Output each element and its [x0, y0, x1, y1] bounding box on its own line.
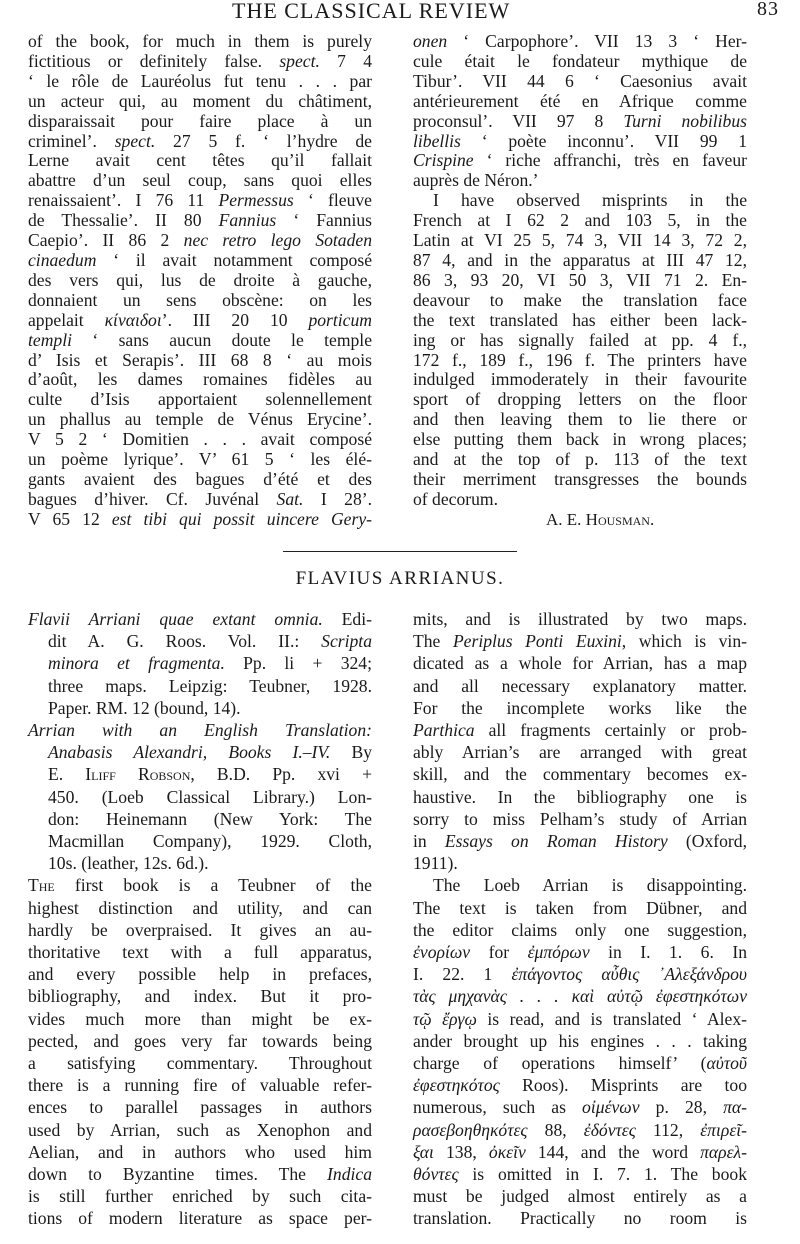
text-segment: renaissaient’. I 76 11: [28, 190, 219, 211]
text-segment: 144, and the word: [525, 1141, 701, 1162]
text-segment: appelait: [28, 309, 105, 330]
text-line: [28, 271, 372, 291]
text-line: [28, 897, 372, 919]
text-segment: auprès de Néron.’: [413, 170, 539, 191]
text-line: [413, 763, 747, 785]
italic-text: minora et fragmenta.: [48, 653, 225, 674]
text-line: [413, 151, 747, 171]
text-line: [28, 430, 372, 450]
text-line: [28, 985, 372, 1007]
text-line: [28, 450, 372, 470]
text-line: [413, 697, 747, 719]
text-segment: fictitious or definitely false.: [28, 50, 280, 71]
text-line: [413, 808, 747, 830]
text-line: [413, 1119, 747, 1141]
italic-text: onen: [413, 31, 448, 51]
text-line: [28, 1008, 372, 1030]
text-segment: else putting them back in wrong places;: [413, 429, 747, 450]
text-segment: Aelian, and in authors who used him: [28, 1141, 372, 1162]
text-line: [28, 490, 372, 510]
italic-text: ἐφεστηκότος: [413, 1075, 500, 1096]
italic-text: ἐπιρεῖ-: [700, 1119, 747, 1140]
italic-text: spect.: [279, 50, 320, 71]
text-segment: translation. Practically no room is: [413, 1208, 747, 1229]
text-segment: Lerne avait cent têtes qu’il fallait: [28, 150, 372, 171]
text-line: [28, 941, 372, 963]
text-segment: ander brought up his engines . . . taking: [413, 1030, 747, 1051]
text-line: [413, 430, 747, 450]
text-line: [413, 271, 747, 291]
text-segment: 10s. (leather, 12s. 6d.).: [48, 853, 209, 874]
text-segment: ‘ fleuve: [293, 190, 372, 211]
italic-text: οἰμένων: [582, 1097, 640, 1118]
text-line: [413, 311, 747, 331]
review-right-column: [413, 608, 747, 1230]
text-segment: ’. III 20 10: [161, 309, 309, 330]
text-line: [28, 963, 372, 985]
text-line: [28, 370, 372, 390]
text-segment: is read, and is translated ‘ Alex-: [476, 1008, 748, 1029]
text-segment: culte d’Isis apportaient solennellement: [28, 389, 372, 410]
text-segment: The Loeb Arrian is disappointing.: [433, 875, 747, 896]
text-line: [28, 1207, 372, 1229]
text-segment: 450. (Loeb Classical Library.) Lon-: [48, 786, 372, 807]
text-segment: Paper. RM. 12 (bound, 14).: [48, 697, 241, 718]
text-line: [28, 608, 372, 630]
text-line: [413, 852, 747, 874]
text-segment: all fragments certainly or prob-: [474, 720, 747, 741]
text-segment: antérieurement été en Afrique comme: [413, 90, 747, 111]
review-continuation-left-column: [28, 32, 372, 530]
text-segment: un poème lyrique’. V’ 61 5 ‘ les élé-: [28, 449, 372, 470]
text-segment: I have observed misprints in the: [433, 190, 747, 211]
text-segment: un phallus au temple de Vénus Erycine’.: [28, 409, 372, 430]
italic-text: Essays on Roman History: [444, 831, 668, 852]
text-segment: the text translated has either been lack-: [413, 309, 747, 330]
italic-text: Crispine: [413, 150, 474, 171]
text-segment: ably Arrian’s are arranged with great: [413, 742, 747, 763]
text-line: [413, 32, 747, 52]
text-segment: Roos). Misprints are too: [499, 1075, 747, 1096]
text-segment: 7 4: [319, 50, 372, 71]
text-line: [28, 1052, 372, 1074]
text-line: [413, 171, 747, 191]
text-line: [413, 786, 747, 808]
italic-text: ἐπάγοντος αὖθις ᾿Αλεξάνδρου: [511, 964, 747, 985]
review-left-column: [28, 608, 372, 1230]
text-segment: and then leaving them to lie there or: [413, 409, 747, 430]
text-segment: 27 5 f. ‘ l’hydre de: [155, 130, 372, 151]
text-line: [413, 1030, 747, 1052]
text-line: [413, 652, 747, 674]
text-segment: ‘ poète inconnu’. VII 99 1: [460, 130, 747, 151]
text-segment: skill, and the commentary becomes ex-: [413, 764, 747, 785]
text-segment: Caepio’. II 86 2: [28, 230, 184, 251]
text-line: [413, 1207, 747, 1229]
text-segment: their merriment transgresses the bounds: [413, 468, 747, 489]
text-line: [413, 450, 747, 470]
italic-text: est tibi qui possit uincere Gery-: [111, 508, 372, 529]
text-segment: in: [413, 831, 445, 852]
text-line: [28, 852, 372, 874]
text-segment: bibliography, and index. But it pro-: [28, 986, 372, 1007]
text-line: [28, 652, 372, 674]
text-segment: down to Byzantine times. The: [28, 1164, 328, 1185]
text-segment: 138,: [433, 1141, 489, 1162]
text-segment: By: [330, 742, 372, 763]
text-segment: is still further enriched by such cita-: [28, 1186, 372, 1207]
italic-text: nec retro lego Sotaden: [183, 230, 373, 251]
text-line: [28, 719, 372, 741]
text-line: [413, 1141, 747, 1163]
italic-text: Indica: [327, 1164, 372, 1185]
text-segment: pected, and goes very far towards being: [28, 1030, 372, 1051]
italic-text: Anabasis Alexandri, Books I.–IV.: [48, 742, 331, 763]
text-segment: charge of operations himself’ (: [413, 1053, 707, 1074]
text-segment: For the incomplete works like the: [413, 697, 747, 718]
text-segment: cule était le fondateur mythique de: [413, 50, 747, 71]
text-line: [413, 1052, 747, 1074]
italic-text: ὀκεῖν: [488, 1141, 526, 1162]
text-line: [28, 191, 372, 211]
text-segment: ‘ Carpophore’. VII 13 3 ‘ Her-: [447, 31, 747, 51]
text-segment: ing or has signally failed at pp. 4 f.,: [413, 329, 747, 350]
text-segment: the editor claims only one suggestion,: [413, 919, 747, 940]
text-segment: , B.D. Pp. xvi +: [190, 764, 372, 785]
text-line: [28, 675, 372, 697]
text-segment: numerous, such as: [413, 1097, 583, 1118]
italic-text: Permessus: [218, 190, 294, 211]
text-line: [28, 919, 372, 941]
text-segment: dit A. G. Roos. Vol. II.:: [48, 631, 322, 652]
text-segment: and every possible help in prefaces,: [28, 964, 372, 985]
text-segment: (Oxford,: [667, 831, 747, 852]
text-line: [28, 741, 372, 763]
italic-text: ἐνορίων: [413, 942, 471, 963]
text-line: [28, 52, 372, 72]
text-segment: tions of modern literature as space per-: [28, 1208, 372, 1229]
text-line: [28, 112, 372, 132]
text-segment: 112,: [635, 1119, 701, 1140]
text-line: [28, 1030, 372, 1052]
text-segment: Tibur’. VII 44 6 ‘ Caesonius avait: [413, 70, 747, 91]
text-segment: and at the top of p. 113 of the text: [413, 449, 747, 470]
text-line: [28, 786, 372, 808]
section-divider: [283, 551, 517, 552]
section-title: FLAVIUS ARRIANUS.: [295, 568, 505, 589]
text-line: [413, 370, 747, 390]
text-segment: vides much more than might be ex-: [28, 1008, 372, 1029]
text-line: [413, 112, 747, 132]
italic-text: τῷ ἔργῳ: [413, 1008, 477, 1029]
text-segment: E.: [48, 764, 86, 785]
text-segment: must be judged almost entirely as a: [413, 1186, 747, 1207]
text-line: [28, 763, 372, 785]
text-line: [413, 630, 747, 652]
small-caps-text: The: [28, 875, 55, 896]
italic-text: templi: [28, 329, 72, 350]
text-line: [413, 608, 747, 630]
text-line: [28, 1185, 372, 1207]
italic-text: cinaedum: [28, 249, 97, 270]
italic-text: τὰς μηχανὰς . . . καὶ αὐτῷ ἐφεστηκότων: [413, 986, 747, 1007]
italic-text: ἐδόντες: [583, 1119, 636, 1140]
text-line: [28, 32, 372, 52]
text-segment: criminel’.: [28, 130, 115, 151]
text-line: [28, 630, 372, 652]
text-segment: sorry to miss Pelham’s study of Arrian: [413, 808, 747, 829]
text-line: [413, 132, 747, 152]
text-line: [413, 231, 747, 251]
text-line: [413, 1096, 747, 1118]
author-signature: A. E. Housman.: [546, 510, 655, 529]
text-line: [28, 410, 372, 430]
italic-text: Fannius: [218, 210, 277, 231]
italic-text: Sat.: [276, 488, 304, 509]
text-line: [413, 919, 747, 941]
text-line: [28, 231, 372, 251]
review-continuation-right-column: [413, 32, 747, 510]
text-line: [413, 211, 747, 231]
text-line: [28, 132, 372, 152]
text-segment: sport of dropping letters on the floor: [413, 389, 747, 410]
text-line: [28, 351, 372, 371]
text-line: [28, 92, 372, 112]
text-segment: in I. 1. 6. In: [589, 942, 748, 963]
text-line: [413, 830, 747, 852]
italic-text: ξαι: [413, 1141, 434, 1162]
text-segment: 1911).: [413, 853, 458, 874]
italic-text: Parthica: [413, 720, 475, 741]
text-segment: un acteur qui, au moment du châtiment,: [28, 90, 372, 111]
page-number: 83: [757, 0, 779, 20]
text-line: [413, 52, 747, 72]
text-segment: hardly be overpraised. It gives an au-: [28, 919, 372, 940]
italic-text: Turni nobilibus: [623, 110, 747, 131]
text-line: [413, 1185, 747, 1207]
text-segment: highest distinction and utility, and can: [28, 897, 372, 918]
text-line: [413, 741, 747, 763]
italic-text: ἐμπόρων: [527, 942, 590, 963]
text-line: [413, 719, 747, 741]
text-segment: first book is a Teubner of the: [54, 875, 372, 896]
text-segment: 88,: [527, 1119, 584, 1140]
text-segment: 87 4, and in the apparatus at III 47 12,: [413, 249, 747, 270]
running-header: THE CLASSICAL REVIEW: [232, 0, 511, 23]
text-line: [413, 941, 747, 963]
text-segment: is omitted in I. 7. 1. The book: [458, 1164, 747, 1185]
italic-text: spect.: [114, 130, 156, 151]
text-line: [413, 985, 747, 1007]
text-line: [28, 1096, 372, 1118]
text-line: [28, 331, 372, 351]
text-line: [413, 331, 747, 351]
text-line: [28, 151, 372, 171]
text-line: [413, 963, 747, 985]
text-segment: ences to parallel passages in authors: [28, 1097, 372, 1118]
italic-text: Arrian with an English Translation:: [28, 720, 372, 741]
text-segment: ‘ le rôle de Lauréolus fut tenu . . . par: [28, 70, 372, 91]
text-segment: used by Arrian, such as Xenophon and: [28, 1119, 372, 1140]
text-segment: V 5 2 ‘ Domitien . . . avait composé: [28, 429, 372, 450]
text-segment: gants avaient des bagues d’été et des: [28, 468, 372, 489]
text-line: [28, 291, 372, 311]
text-segment: d’ Isis et Serapis’. III 68 8 ‘ au mois: [28, 349, 372, 370]
text-line: [413, 1008, 747, 1030]
text-line: [413, 390, 747, 410]
italic-text: κίναιδοι: [104, 309, 162, 330]
text-segment: three maps. Leipzig: Teubner, 1928.: [48, 675, 372, 696]
text-segment: of the book, for much in them is purely: [28, 31, 372, 51]
text-segment: d’août, les dames romaines fidèles au: [28, 369, 372, 390]
italic-text: πα-: [723, 1097, 748, 1118]
text-line: [413, 897, 747, 919]
text-segment: donnaient un sens obscène: on les: [28, 289, 372, 310]
text-segment: ‘ il avait notamment composé: [96, 249, 372, 270]
text-line: [28, 874, 372, 896]
text-segment: and all necessary explanatory matter.: [413, 675, 747, 696]
text-segment: The: [413, 631, 453, 652]
text-segment: French at I 62 2 and 103 5, in the: [413, 210, 747, 231]
italic-text: porticum: [308, 309, 372, 330]
text-segment: 172 f., 189 f., 196 f. The printers have: [413, 349, 747, 370]
text-line: [413, 490, 747, 510]
text-segment: proconsul’. VII 97 8: [413, 110, 624, 131]
text-line: [28, 390, 372, 410]
text-line: [413, 251, 747, 271]
text-segment: I. 22. 1: [413, 964, 512, 985]
text-line: [28, 470, 372, 490]
text-line: [28, 1163, 372, 1185]
text-line: [413, 470, 747, 490]
text-line: [28, 808, 372, 830]
text-line: [413, 92, 747, 112]
text-segment: haustive. In the bibliography one is: [413, 786, 747, 807]
text-line: [413, 1163, 747, 1185]
text-segment: dicated as a whole for Arrian, has a map: [413, 653, 747, 674]
text-line: [28, 1074, 372, 1096]
text-line: [413, 874, 747, 896]
text-line: [28, 211, 372, 231]
text-line: [413, 675, 747, 697]
text-segment: a satisfying commentary. Throughout: [28, 1053, 372, 1074]
small-caps-text: Iliff Robson: [85, 764, 191, 785]
text-line: [413, 72, 747, 92]
text-segment: don: Heinemann (New York: The: [48, 808, 372, 829]
text-segment: indulged immoderately in their favourite: [413, 369, 747, 390]
text-segment: de Thessalie’. II 80: [28, 210, 219, 231]
italic-text: αὐτοῦ: [706, 1053, 747, 1074]
italic-text: Periplus Ponti Euxini: [452, 631, 622, 652]
text-segment: abattre d’un seul coup, sans quoi elles: [28, 170, 372, 191]
text-line: [413, 351, 747, 371]
text-segment: for: [470, 942, 528, 963]
text-line: [413, 1074, 747, 1096]
text-line: [28, 1119, 372, 1141]
italic-text: θόντες: [413, 1164, 459, 1185]
text-segment: 86 3, 93 20, VI 50 3, VII 71 2. En-: [413, 269, 747, 290]
text-segment: thoritative text with a full apparatus,: [28, 942, 372, 963]
text-segment: bagues d’hiver. Cf. Juvénal: [28, 488, 277, 509]
italic-text: Scripta: [321, 631, 372, 652]
text-line: [28, 171, 372, 191]
text-line: [28, 311, 372, 331]
italic-text: παρελ-: [700, 1141, 747, 1162]
italic-text: Flavii Arriani quae extant omnia.: [28, 609, 323, 629]
text-segment: V 65 12: [28, 508, 112, 529]
text-segment: there is a running fire of valuable refer-: [28, 1075, 372, 1096]
text-segment: Edi-: [322, 609, 372, 629]
text-segment: ‘ sans aucun doute le temple: [71, 329, 372, 350]
text-segment: p. 28,: [639, 1097, 724, 1118]
text-segment: Latin at VI 25 5, 74 3, VII 14 3, 72 2,: [413, 230, 747, 251]
text-segment: disparaissait pour faire place à un: [28, 110, 372, 131]
text-line: [413, 410, 747, 430]
text-line: [28, 1141, 372, 1163]
text-segment: ‘ Fannius: [276, 210, 372, 231]
text-line: [413, 191, 747, 211]
text-segment: of decorum.: [413, 488, 499, 509]
text-segment: I 28’.: [303, 488, 373, 509]
text-line: [28, 72, 372, 92]
text-line: [28, 697, 372, 719]
text-line: [28, 830, 372, 852]
text-line: [413, 291, 747, 311]
text-segment: The text is taken from Dübner, and: [413, 897, 747, 918]
text-segment: Macmillan Company), 1929. Cloth,: [48, 831, 372, 852]
text-segment: deavour to make the translation face: [413, 289, 747, 310]
text-segment: mits, and is illustrated by two maps.: [413, 609, 747, 629]
text-line: [28, 251, 372, 271]
italic-text: ρασεβοηθηκότες: [413, 1119, 528, 1140]
text-segment: , which is vin-: [621, 631, 747, 652]
italic-text: libellis: [413, 130, 461, 151]
text-segment: ‘ riche affranchi, très en faveur: [473, 150, 747, 171]
text-line: [28, 510, 372, 530]
text-segment: des vers qui, lus de droite à gauche,: [28, 269, 372, 290]
text-segment: Pp. li + 324;: [224, 653, 372, 674]
